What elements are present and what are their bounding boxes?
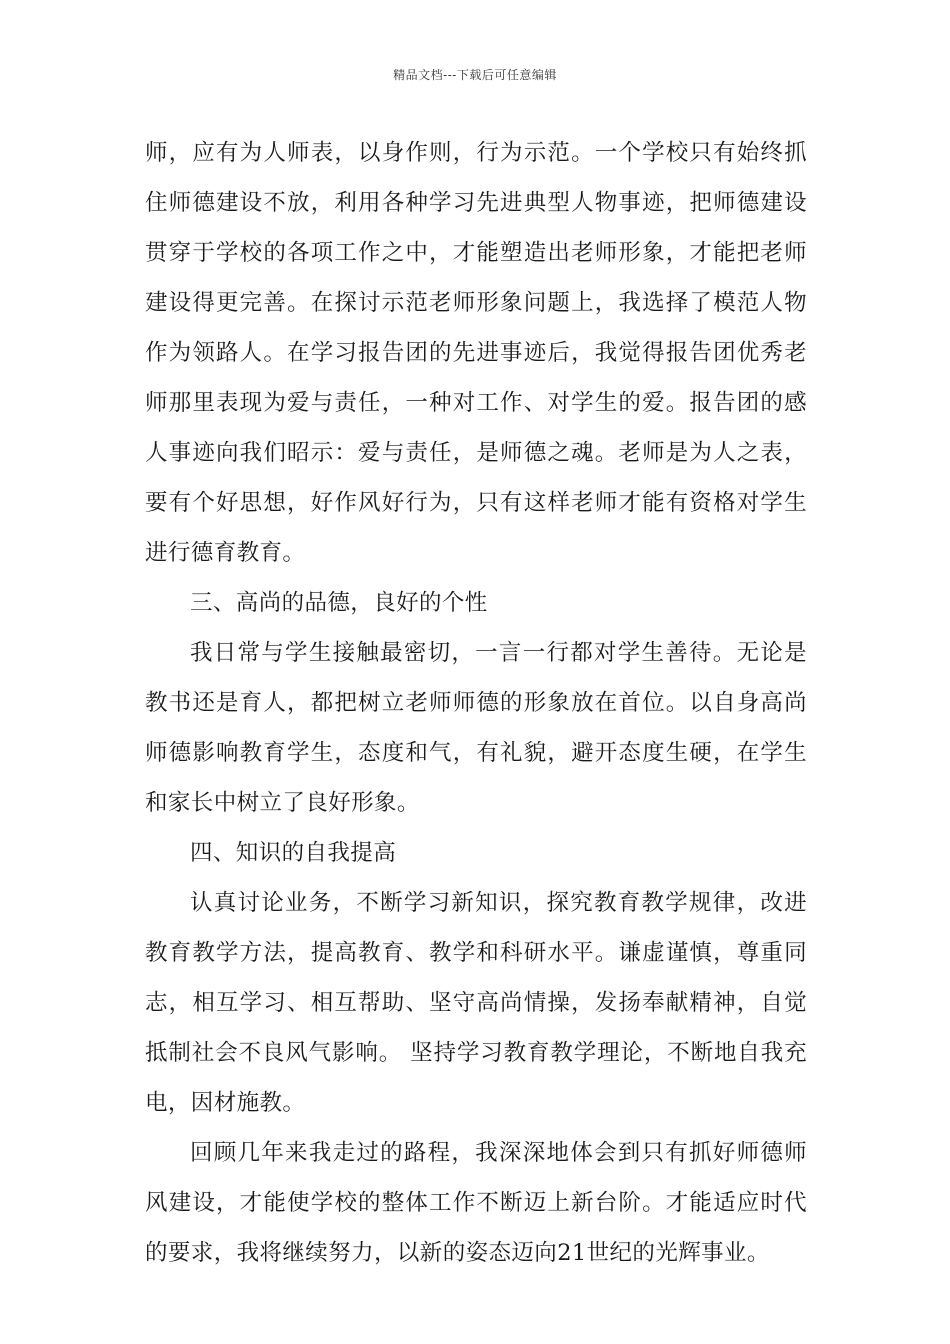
paragraph-character: 我日常与学生接触最密切，一言一行都对学生善待。无论是教书还是育人，都把树立老师师德的形象放在首位。以自身高尚师德影响教育学生，态度和气，有礼貌，避开态度生硬，在学生和家长中树立了良好形象。 bbox=[145, 640, 807, 816]
paragraph-continuation: 师，应有为人师表，以身作则，行为示范。一个学校只有始终抓住师德建设不放，利用各种学习先进典型人物事迹，把师德建设贯穿于学校的各项工作之中，才能塑造出老师形象，才能把老师建设得更完善。在探讨示范老师形象问题上，我选择了模范人物作为领路人。在学习报告团的先进事迹后，我觉得报告团优秀老师那里表现为爱与责任，一种对工作、对学生的爱。报告团的感人事迹向我们昭示：爱与责任，是师德之魂。老师是为人之表，要有个好思想，好作风好行为，只有这样老师才能有资格对学生进行德育教育。 bbox=[145, 140, 807, 566]
paragraph-knowledge: 认真讨论业务，不断学习新知识，探究教育教学规律，改进教育教学方法，提高教育、教学和科研水平。谦虚谨慎，尊重同志，相互学习、相互帮助、坚守高尚情操，发扬奉献精神，自觉抵制社会不良风气影响。 坚持学习教育教学理论，不断地自我充电，因材施教。 bbox=[145, 890, 807, 1116]
section-heading-4: 四、知识的自我提高 bbox=[190, 840, 397, 866]
paragraph-conclusion: 回顾几年来我走过的路程，我深深地体会到只有抓好师德师风建设，才能使学校的整体工作不断迈上新台阶。才能适应时代的要求，我将继续努力，以新的姿态迈向21世纪的光辉事业。 bbox=[145, 1140, 807, 1266]
document-body bbox=[145, 128, 807, 1278]
page-header: 精品文档---下载后可任意编辑 bbox=[393, 68, 557, 82]
section-heading-3: 三、高尚的品德，良好的个性 bbox=[190, 590, 488, 616]
